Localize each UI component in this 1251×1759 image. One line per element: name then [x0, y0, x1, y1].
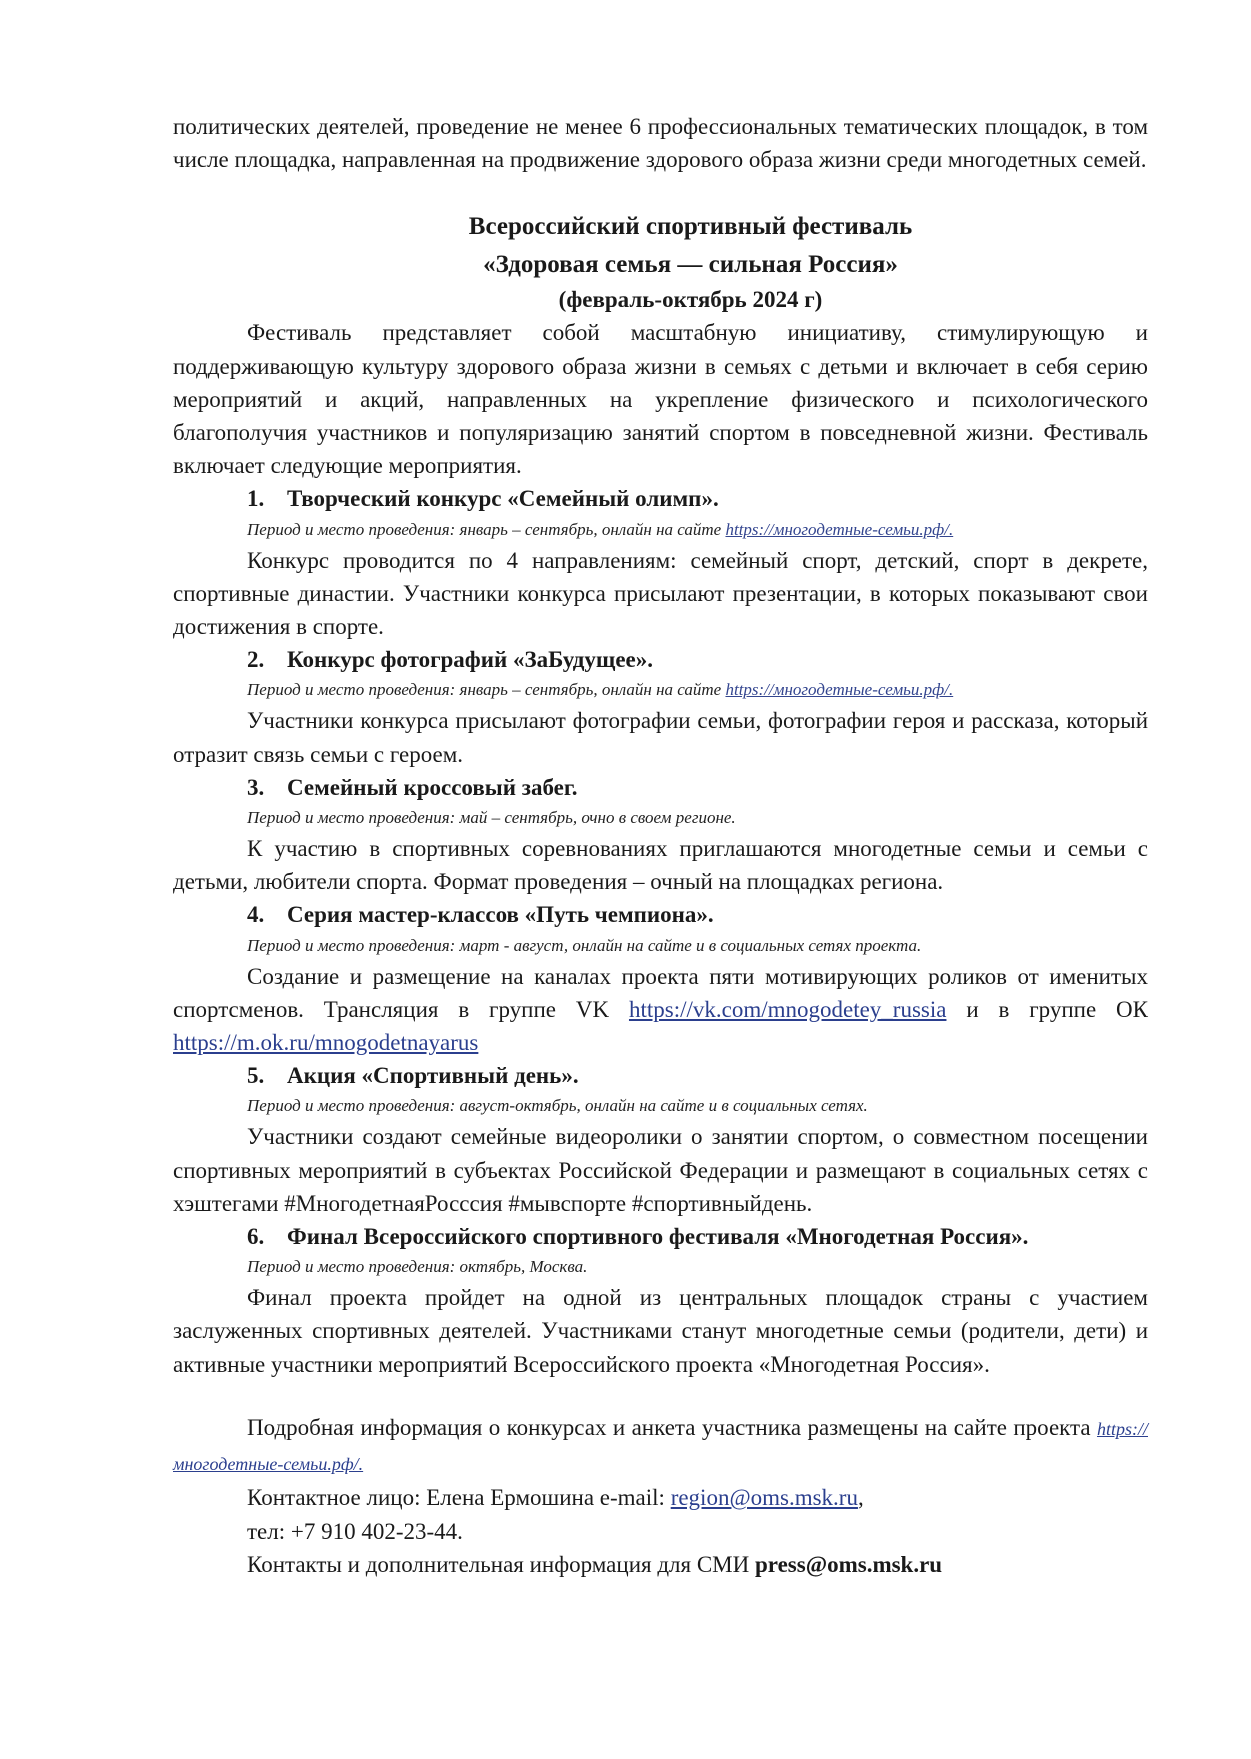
item-number: 3.	[247, 774, 265, 800]
item-title: Серия мастер-классов «Путь чемпиона».	[287, 902, 714, 928]
item-3-period: Период и место проведения: май – сентябрь, очно в своем регионе.	[247, 808, 736, 828]
item-1-period: Период и место проведения: январь – сентябрь, онлайн на сайте https://многодетные-семьи.рф/.	[247, 519, 954, 539]
item-2-heading	[173, 643, 1148, 676]
contact-email-link[interactable]: region@oms.msk.ru	[670, 1485, 858, 1511]
site-link[interactable]: https://многодетные-семьи.рф/.	[725, 680, 954, 700]
ok-link[interactable]: https://m.ok.ru/mnogodetnayarus	[173, 1030, 479, 1056]
contact-person: Контактное лицо: Елена Ермошина e-mail: region@oms.msk.ru,	[247, 1485, 864, 1511]
festival-title-line1: Всероссийский спортивный фестиваль	[468, 213, 913, 241]
item-number: 5.	[247, 1063, 265, 1089]
period-label: Период и место проведения	[247, 519, 450, 539]
period-label: Период и место проведения	[247, 935, 450, 955]
document-content	[173, 110, 1148, 1581]
period-label: Период и место проведения	[247, 1096, 450, 1116]
item-6-period: Период и место проведения: октябрь, Москва.	[247, 1257, 588, 1277]
item-title: Творческий конкурс «Семейный олимп».	[287, 486, 719, 512]
spacer	[173, 1381, 1148, 1411]
item-4-period: Период и место проведения: март - август, онлайн на сайте и в социальных сетях проекта.	[247, 935, 922, 955]
site-link[interactable]: https://многодетные-семьи.рф/.	[725, 519, 954, 539]
item-title: Конкурс фотографий «ЗаБудущее».	[287, 647, 654, 673]
item-title: Семейный кроссовый забег.	[287, 774, 578, 800]
item-2-body: Участники конкурса присылают фотографии семьи, фотографии героя и рассказа, который отразит связь семьи с героем.	[173, 708, 1148, 767]
item-number: 1.	[247, 486, 265, 512]
festival-description: Фестиваль представляет собой масштабную инициативу, стимулирующую и поддерживающую культуру здорового образа жизни в семьях с детьми и включает в себя серию мероприятий и акций, направленных на укрепление физического и психологического благополучия участников и популяризацию занятий спортом в повседневной жизни. Фестиваль включает следующие мероприятия.	[173, 320, 1148, 479]
item-number: 2.	[247, 647, 265, 673]
item-3-body: К участию в спортивных соревнованиях приглашаются многодетные семьи и семьи с детьми, любители спорта. Формат проведения – очный на площадках региона.	[173, 836, 1148, 895]
item-6-body: Финал проекта пройдет на одной из центральных площадок страны с участием заслуженных спортивных деятелей. Участниками станут многодетные семьи (родители, дети) и активные участники мероприятий Всероссийского проекта «Многодетная Россия».	[173, 1285, 1148, 1377]
festival-title-line2: «Здоровая семья — сильная Россия»	[483, 251, 898, 279]
festival-dates: (февраль-октябрь 2024 г)	[558, 287, 823, 313]
item-3-heading	[173, 771, 1148, 804]
item-4-body: Создание и размещение на каналах проекта пяти мотивирующих роликов от именитых спортсменов. Трансляция в группе VK https://vk.com/mnogodetey_russia и в группе ОК https://m.ok.ru/mnogodetnayarus	[173, 963, 1149, 1056]
project-site-link[interactable]: https://многодетные-семьи.рф/.	[173, 1418, 1148, 1475]
item-5-heading	[173, 1059, 1148, 1092]
press-email: press@oms.msk.ru	[755, 1551, 943, 1577]
footer-info: Подробная информация о конкурсах и анкета участника размещены на сайте проекта https://многодетные-семьи.рф/.	[173, 1414, 1148, 1475]
press-contact: Контакты и дополнительная информация для СМИ press@oms.msk.ru	[247, 1551, 943, 1577]
item-6-heading	[173, 1220, 1148, 1253]
item-5-body: Участники создают семейные видеоролики о занятии спортом, о совместном посещении спортивных мероприятий в субъектах Российской Федерации и размещают в социальных сетях с хэштегами #МногодетнаяРосссия #мывспорте #спортивныйдень.	[173, 1124, 1148, 1216]
item-number: 4.	[247, 902, 265, 928]
period-label: Период и место проведения	[247, 680, 450, 700]
item-5-period: Период и место проведения: август-октябрь, онлайн на сайте и в социальных сетях.	[247, 1096, 868, 1116]
item-4-heading	[173, 898, 1148, 931]
period-label: Период и место проведения	[247, 1257, 450, 1277]
item-title: Акция «Спортивный день».	[287, 1063, 579, 1089]
item-1-heading	[173, 482, 1148, 515]
contact-phone: тел: +7 910 402-23-44.	[247, 1518, 463, 1544]
item-1-body: Конкурс проводится по 4 направлениям: семейный спорт, детский, спорт в декрете, спортивные династии. Участники конкурса присылают презентации, в которых показывают свои достижения в спорте.	[173, 547, 1148, 640]
intro-paragraph: политических деятелей, проведение не менее 6 профессиональных тематических площадок, в том числе площадка, направленная на продвижение здорового образа жизни среди многодетных семей.	[173, 114, 1148, 173]
vk-link[interactable]: https://vk.com/mnogodetey_russia	[628, 996, 947, 1022]
period-label: Период и место проведения	[247, 808, 450, 828]
item-2-period: Период и место проведения: январь – сентябрь, онлайн на сайте https://многодетные-семьи.рф/.	[247, 680, 954, 700]
item-title: Финал Всероссийского спортивного фестиваля «Многодетная Россия».	[287, 1224, 1029, 1250]
item-number: 6.	[247, 1224, 265, 1250]
